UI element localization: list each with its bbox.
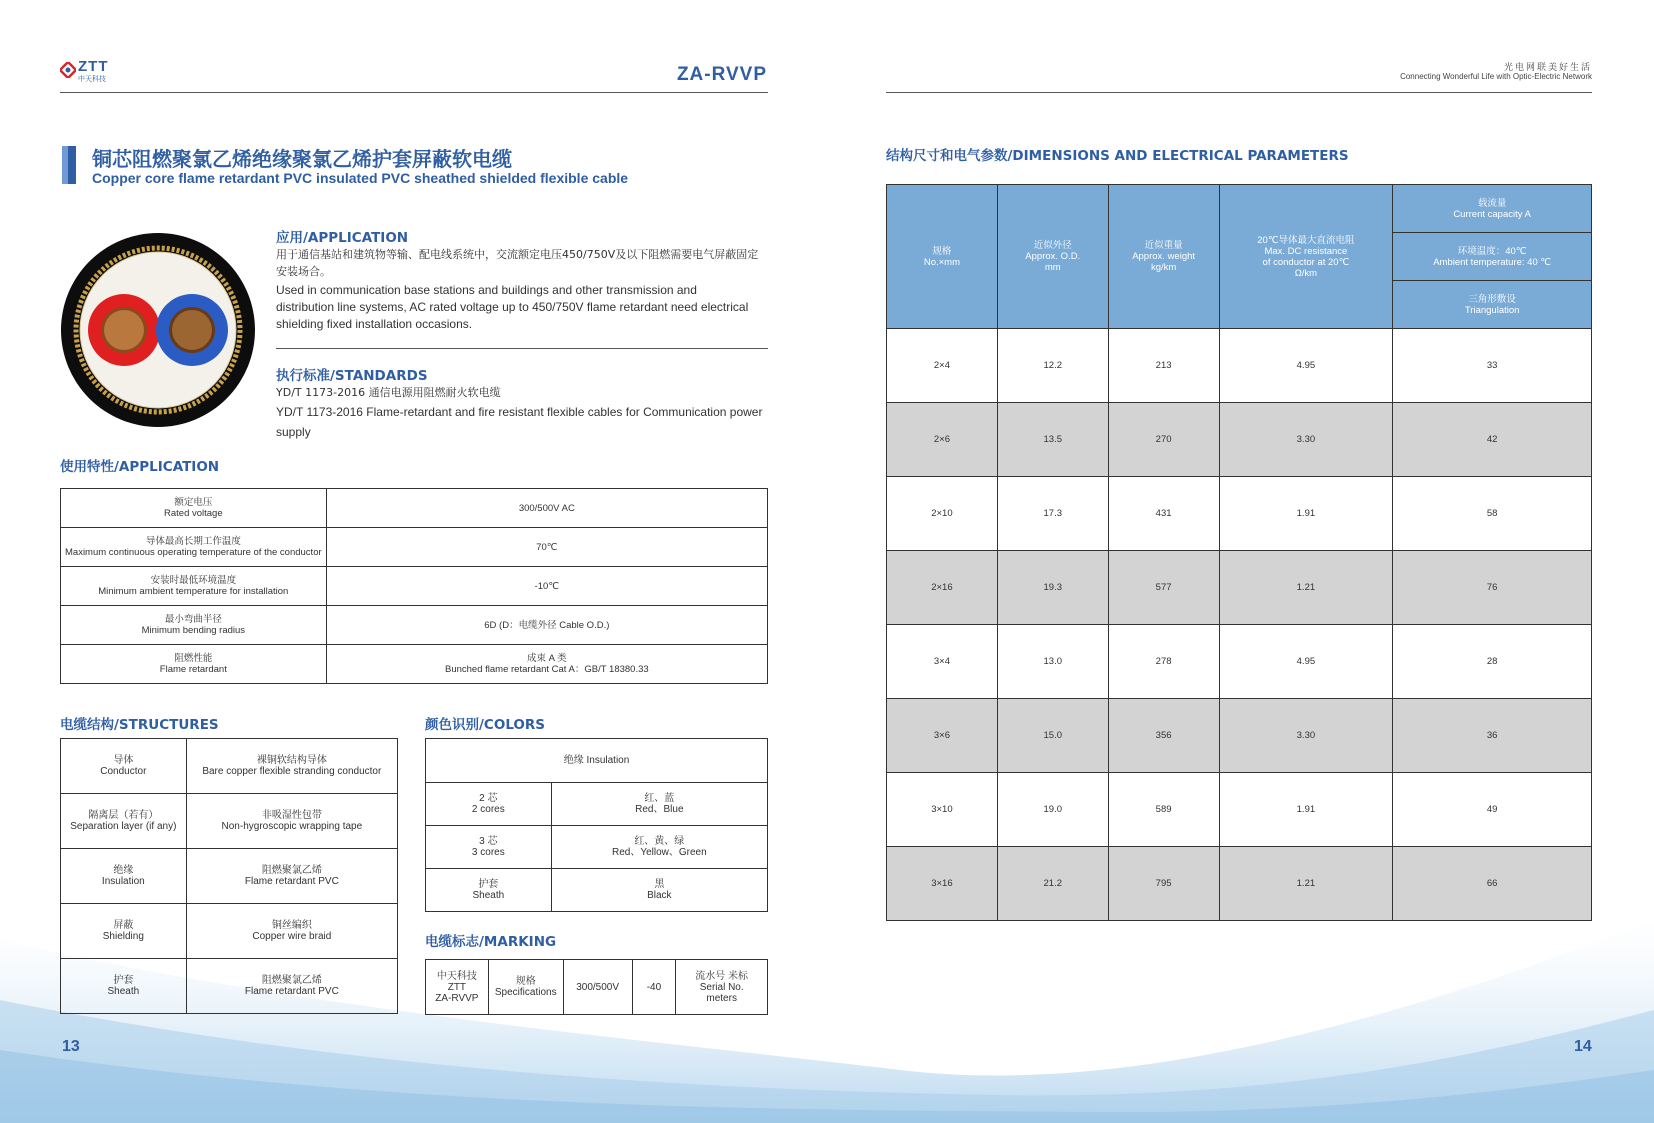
table-header-row xyxy=(887,185,1592,233)
char-value: -10℃ xyxy=(534,580,560,592)
cell-spec: 2×6 xyxy=(887,403,998,477)
col-header-resistance xyxy=(1219,185,1393,329)
cell-weight: 431 xyxy=(1108,477,1219,551)
slogan-cn: 光电网联美好生活 xyxy=(1503,62,1592,72)
cell-weight: 589 xyxy=(1108,773,1219,847)
marking-serial-cn: 流水号 米标 xyxy=(695,970,749,982)
standards-text-cn: YD/T 1173-2016 通信电源用阻燃耐火软电缆 xyxy=(276,386,501,399)
col-header-resistance-en2: of conductor at 20℃ xyxy=(1262,256,1350,268)
cell-resistance: 1.21 xyxy=(1219,847,1393,921)
structure-value-cn: 阻燃聚氯乙烯 xyxy=(261,865,322,876)
table-row xyxy=(61,739,398,794)
cell-spec: 3×10 xyxy=(887,773,998,847)
structure-value-cn: 阻燃聚氯乙烯 xyxy=(261,975,322,986)
table-row xyxy=(887,551,1592,625)
structure-label-cn: 绝缘 xyxy=(113,865,134,876)
product-title-cn: 铜芯阻燃聚氯乙烯绝缘聚氯乙烯护套屏蔽软电缆 xyxy=(92,147,512,171)
color-value-cn: 黑 xyxy=(654,879,665,890)
char-value-detail: Bunched flame retardant Cat A：GB/T 18380.33 xyxy=(444,664,649,675)
char-value: 70℃ xyxy=(536,541,558,553)
cell-weight: 213 xyxy=(1108,329,1219,403)
char-value: 成束 A 类 xyxy=(527,653,567,664)
marking-model: ZA-RVVP xyxy=(435,992,479,1004)
col-header-ambient xyxy=(1393,233,1592,281)
logo-subtext: 中天科技 xyxy=(78,76,106,83)
table-row xyxy=(887,403,1592,477)
char-label-cn: 额定电压 xyxy=(174,497,213,508)
cell-resistance: 4.95 xyxy=(1219,329,1393,403)
title-accent-bar-light xyxy=(62,146,68,184)
structure-value-en: Flame retardant PVC xyxy=(244,986,339,997)
color-value-en: Red、Blue xyxy=(635,804,684,815)
color-label-en: 3 cores xyxy=(471,847,505,858)
structure-label-cn: 导体 xyxy=(113,755,134,766)
ztt-logo xyxy=(60,60,120,82)
structure-label-cn: 屏蔽 xyxy=(113,920,134,931)
cell-capacity: 58 xyxy=(1393,477,1592,551)
table-row xyxy=(887,847,1592,921)
structure-label-en: Shielding xyxy=(102,931,144,942)
color-label-en: Sheath xyxy=(472,890,505,901)
application-text-en: Used in communication base stations and buildings and other transmission and distribution line systems, AC rated voltage up to 450/750V flame retardant need electrical shielding fixed installation occasions. xyxy=(276,283,749,331)
application-text-cn: 用于通信基站和建筑物等输、配电线系统中，交流额定电压450/750V及以下阻燃需要电气屏蔽固定安装场合。 xyxy=(276,248,759,278)
marking-temperature: -40 xyxy=(632,960,676,1015)
standards-heading: 执行标准/STANDARDS xyxy=(276,368,428,384)
table-row xyxy=(61,904,398,959)
table-row xyxy=(887,329,1592,403)
col-header-ambient-en: Ambient temperature: 40 ℃ xyxy=(1433,256,1552,268)
cell-resistance: 4.95 xyxy=(1219,625,1393,699)
application-heading: 应用/APPLICATION xyxy=(276,230,409,246)
col-header-weight xyxy=(1108,185,1219,329)
cell-capacity: 76 xyxy=(1393,551,1592,625)
col-header-capacity-en: Current capacity A xyxy=(1453,208,1531,220)
cell-capacity: 49 xyxy=(1393,773,1592,847)
char-value: 300/500V AC xyxy=(518,502,575,514)
marking-serial-en: Serial No. xyxy=(699,981,744,993)
col-header-spec xyxy=(887,185,998,329)
table-row xyxy=(426,960,768,1015)
cell-od: 13.0 xyxy=(997,625,1108,699)
char-label-cn: 阻燃性能 xyxy=(174,653,213,664)
cell-weight: 356 xyxy=(1108,699,1219,773)
cell-capacity: 33 xyxy=(1393,329,1592,403)
cell-od: 19.0 xyxy=(997,773,1108,847)
structure-value-cn: 铜丝编织 xyxy=(271,920,312,931)
char-label-en: Minimum ambient temperature for installation xyxy=(98,586,289,597)
right-header-rule xyxy=(886,92,1592,93)
colors-header-cell: 绝缘 Insulation xyxy=(426,739,768,783)
table-row xyxy=(61,959,398,1014)
table-row xyxy=(426,826,768,869)
page-number-left: 13 xyxy=(62,1038,80,1055)
table-row xyxy=(61,645,768,684)
col-header-resistance-cn: 20℃导体最大直流电阻 xyxy=(1257,234,1355,246)
cell-od: 15.0 xyxy=(997,699,1108,773)
product-title-en: Copper core flame retardant PVC insulated PVC sheathed shielded flexible cable xyxy=(92,170,629,186)
col-header-triangulation xyxy=(1393,281,1592,329)
structure-label-en: Sheath xyxy=(107,986,140,997)
color-value-en: Black xyxy=(647,890,672,901)
color-value-cn: 红、蓝 xyxy=(644,793,675,804)
structure-value-cn: 非吸湿性包带 xyxy=(261,810,322,821)
structure-value-en: Copper wire braid xyxy=(252,931,332,942)
cell-resistance: 1.21 xyxy=(1219,551,1393,625)
cell-spec: 2×4 xyxy=(887,329,998,403)
cell-resistance: 1.91 xyxy=(1219,477,1393,551)
marking-spec-cn: 规格 xyxy=(515,976,536,987)
color-value-en: Red、Yellow、Green xyxy=(611,847,707,858)
marking-brand-en: ZTT xyxy=(447,981,467,993)
dimensions-table xyxy=(886,184,1592,921)
dimensions-heading: 结构尺寸和电气参数/DIMENSIONS AND ELECTRICAL PARAMETERS xyxy=(886,148,1349,164)
page-number-right: 14 xyxy=(1574,1038,1592,1055)
col-header-triangulation-cn: 三角形敷设 xyxy=(1468,293,1516,305)
col-header-od-cn: 近似外径 xyxy=(1033,240,1072,251)
col-header-spec-en: No.×mm xyxy=(923,256,960,268)
marking-heading: 电缆标志/MARKING xyxy=(425,934,557,950)
cell-spec: 2×10 xyxy=(887,477,998,551)
cell-spec: 3×16 xyxy=(887,847,998,921)
cell-resistance: 1.91 xyxy=(1219,773,1393,847)
cell-capacity: 28 xyxy=(1393,625,1592,699)
table-row xyxy=(61,528,768,567)
model-title: ZA-RVVP xyxy=(676,64,767,85)
colors-heading: 颜色识别/COLORS xyxy=(425,717,546,733)
ztt-logo-icon xyxy=(60,62,76,78)
slogan-en: Connecting Wonderful Life with Optic-Electric Network xyxy=(1400,72,1592,81)
structure-label-en: Conductor xyxy=(100,766,147,777)
table-row xyxy=(887,773,1592,847)
col-header-weight-cn: 近似重量 xyxy=(1144,240,1183,251)
structure-value-en: Non-hygroscopic wrapping tape xyxy=(221,821,363,832)
structure-value-en: Bare copper flexible stranding conductor xyxy=(202,766,382,777)
cell-resistance: 3.30 xyxy=(1219,403,1393,477)
left-header-rule xyxy=(60,92,768,93)
cell-spec: 2×16 xyxy=(887,551,998,625)
structure-value-en: Flame retardant PVC xyxy=(244,876,339,887)
char-label-en: Maximum continuous operating temperature of the conductor xyxy=(65,547,322,558)
structures-heading: 电缆结构/STRUCTURES xyxy=(60,717,219,733)
col-header-ambient-cn: 环境温度：40℃ xyxy=(1457,245,1527,257)
table-row xyxy=(61,567,768,606)
char-value: 6D (D：电缆外径 Cable O.D.) xyxy=(484,619,610,631)
table-row xyxy=(426,783,768,826)
cell-weight: 270 xyxy=(1108,403,1219,477)
cable-cross-section-image xyxy=(60,232,256,428)
color-label-cn: 护套 xyxy=(478,879,499,890)
table-row xyxy=(426,739,768,783)
colors-table xyxy=(425,738,768,912)
structure-label-cn: 隔离层（若有） xyxy=(88,810,159,821)
cell-weight: 795 xyxy=(1108,847,1219,921)
col-header-triangulation-en: Triangulation xyxy=(1464,304,1520,316)
table-row xyxy=(426,869,768,912)
col-header-capacity-cn: 载流量 xyxy=(1477,197,1507,209)
cell-spec: 3×6 xyxy=(887,699,998,773)
structure-label-en: Insulation xyxy=(101,876,145,887)
col-header-resistance-unit: Ω/km xyxy=(1294,267,1318,279)
col-header-weight-unit: kg/km xyxy=(1150,262,1177,273)
cell-weight: 278 xyxy=(1108,625,1219,699)
table-row xyxy=(61,489,768,528)
cell-capacity: 36 xyxy=(1393,699,1592,773)
col-header-od xyxy=(997,185,1108,329)
structure-label-en: Separation layer (if any) xyxy=(70,821,177,832)
structures-table xyxy=(60,738,398,1014)
characteristics-table xyxy=(60,488,768,684)
char-label-cn: 最小弯曲半径 xyxy=(164,614,222,625)
char-label-en: Flame retardant xyxy=(159,664,227,675)
application-divider xyxy=(276,348,768,349)
standards-text-en: YD/T 1173-2016 Flame-retardant and fire resistant flexible cables for Communication power supply xyxy=(276,405,763,439)
color-label-en: 2 cores xyxy=(471,804,505,815)
col-header-resistance-en: Max. DC resistance xyxy=(1264,245,1348,257)
col-header-capacity xyxy=(1393,185,1592,233)
cell-od: 21.2 xyxy=(997,847,1108,921)
marking-voltage: 300/500V xyxy=(563,960,632,1015)
marking-spec-en: Specifications xyxy=(494,987,557,998)
color-label-cn: 3 芯 xyxy=(479,836,498,847)
table-row xyxy=(887,477,1592,551)
structure-value-cn: 裸铜软结构导体 xyxy=(256,755,327,766)
cell-capacity: 42 xyxy=(1393,403,1592,477)
table-row xyxy=(887,699,1592,773)
marking-table xyxy=(425,959,768,1015)
table-row xyxy=(61,606,768,645)
cell-spec: 3×4 xyxy=(887,625,998,699)
col-header-od-en: Approx. O.D. xyxy=(1025,251,1081,262)
cell-od: 13.5 xyxy=(997,403,1108,477)
cell-capacity: 66 xyxy=(1393,847,1592,921)
cell-od: 17.3 xyxy=(997,477,1108,551)
cell-od: 12.2 xyxy=(997,329,1108,403)
char-label-cn: 安装时最低环境温度 xyxy=(150,575,237,586)
char-label-en: Minimum bending radius xyxy=(141,625,246,636)
cell-weight: 577 xyxy=(1108,551,1219,625)
marking-brand-cn: 中天科技 xyxy=(436,970,477,982)
char-label-en: Rated voltage xyxy=(164,508,223,519)
marking-meters: meters xyxy=(706,992,737,1004)
logo-text: ZTT xyxy=(78,58,109,75)
table-row xyxy=(887,625,1592,699)
cell-od: 19.3 xyxy=(997,551,1108,625)
cell-resistance: 3.30 xyxy=(1219,699,1393,773)
col-header-od-unit: mm xyxy=(1044,262,1061,273)
char-label-cn: 导体最高长期工作温度 xyxy=(145,536,241,547)
col-header-spec-cn: 规格 xyxy=(932,245,952,257)
structure-label-cn: 护套 xyxy=(113,975,134,986)
table-row xyxy=(61,794,398,849)
characteristics-heading: 使用特性/APPLICATION xyxy=(60,459,220,475)
color-value-cn: 红、黄、绿 xyxy=(634,836,685,847)
color-label-cn: 2 芯 xyxy=(479,793,498,804)
col-header-weight-en: Approx. weight xyxy=(1132,251,1196,262)
table-row xyxy=(61,849,398,904)
